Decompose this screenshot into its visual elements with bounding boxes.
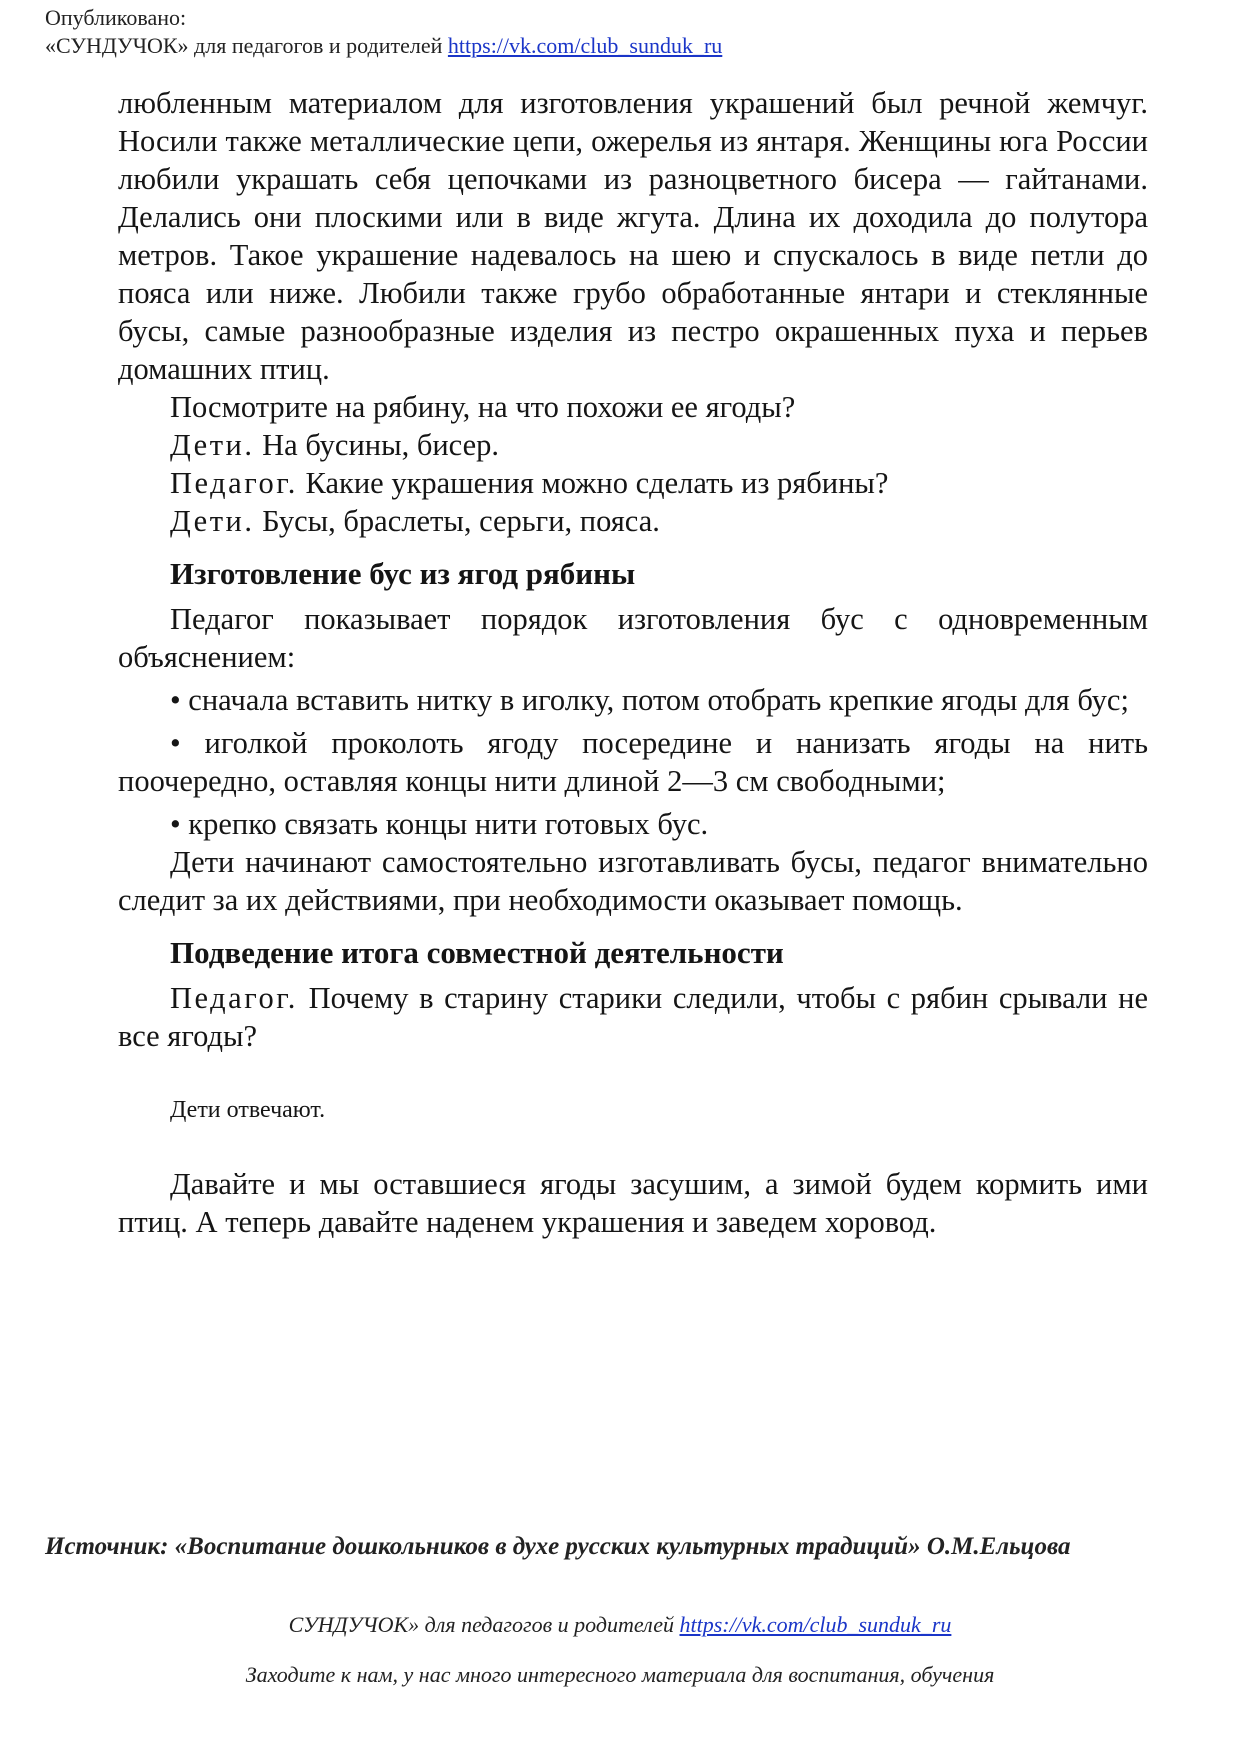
paragraph: Посмотрите на рябину, на что похожи ее ягоды?	[170, 390, 796, 424]
dialogue-text: На бусины, бисер.	[262, 428, 500, 462]
vk-link[interactable]: https://vk.com/club_sunduk_ru	[447, 33, 723, 58]
section-heading: Изготовление бус из ягод рябины	[170, 556, 636, 591]
published-label: Опубликовано:	[45, 5, 187, 30]
dialogue-text: Бусы, браслеты, серьги, пояса.	[262, 504, 660, 538]
paragraph: Педагог показывает порядок изготовления бус с одновременным объяснением:	[118, 602, 1148, 674]
list-item: • сначала вставить нитку в иголку, потом отобрать крепкие ягоды для бус;	[170, 683, 1129, 717]
section-heading: Подведение итога совместной деятельности	[170, 935, 784, 970]
article-body	[118, 84, 1148, 1241]
dialogue-line	[118, 979, 1148, 1055]
footer-publisher	[0, 1612, 1240, 1638]
dialogue-text: Какие украшения можно сделать из рябины?	[305, 466, 889, 500]
dialogue-line	[118, 502, 1148, 540]
paragraph: Давайте и мы оставшиеся ягоды засушим, а зимой будем кормить ими птиц. А теперь давайте наденем украшения и заведем хоровод.	[118, 1167, 1148, 1239]
speaker: Педагог.	[170, 466, 298, 500]
footer-publisher-name: СУНДУЧОК» для педагогов и родителей	[288, 1612, 674, 1637]
publication-header	[45, 4, 722, 60]
dialogue-line	[118, 464, 1148, 502]
paragraph: Дети начинают самостоятельно изготавливать бусы, педагог внимательно следит за их действиями, при необходимости оказывает помощь.	[118, 845, 1148, 917]
footer-vk-link[interactable]: https://vk.com/club_sunduk_ru	[679, 1612, 952, 1637]
source-citation: Источник: «Воспитание дошкольников в духе русских культурных традиций» О.М.Ельцова	[45, 1533, 1071, 1560]
list-item: • иголкой проколоть ягоду посередине и нанизать ягоды на нить поочередно, оставляя концы нити длиной 2—3 см свободными;	[118, 726, 1148, 798]
footer-tagline: Заходите к нам, у нас много интересного материала для воспитания, обучения	[245, 1662, 995, 1687]
publisher-line	[45, 32, 722, 60]
dialogue-line	[118, 426, 1148, 464]
paragraph: любленным материалом для изготовления украшений был речной жемчуг. Носили также металлические цепи, ожерелья из янтаря. Женщины юга России любили украшать себя цепочками из разноцветного бисера — гайтанами. Делались они плоскими или в виде жгута. Длина их доходила до полутора метров. Такое украшение надевалось на шею и спускалось в виде петли до пояса или ниже. Любили также грубо обработанные янтари и стеклянные бусы, самые разнообразные изделия из пестро окрашенных пуха и перьев домашних птиц.	[118, 86, 1148, 386]
speaker: Дети.	[170, 504, 255, 538]
dialogue-text: Почему в старину старики следили, чтобы с рябин срывали не все ягоды?	[118, 981, 1149, 1053]
speaker: Дети.	[170, 428, 255, 462]
speaker: Педагог.	[170, 981, 298, 1015]
stage-direction: Дети отвечают.	[170, 1097, 326, 1123]
list-item: • крепко связать концы нити готовых бус.	[170, 807, 709, 841]
publisher-name: «СУНДУЧОК» для педагогов и родителей	[45, 33, 443, 58]
